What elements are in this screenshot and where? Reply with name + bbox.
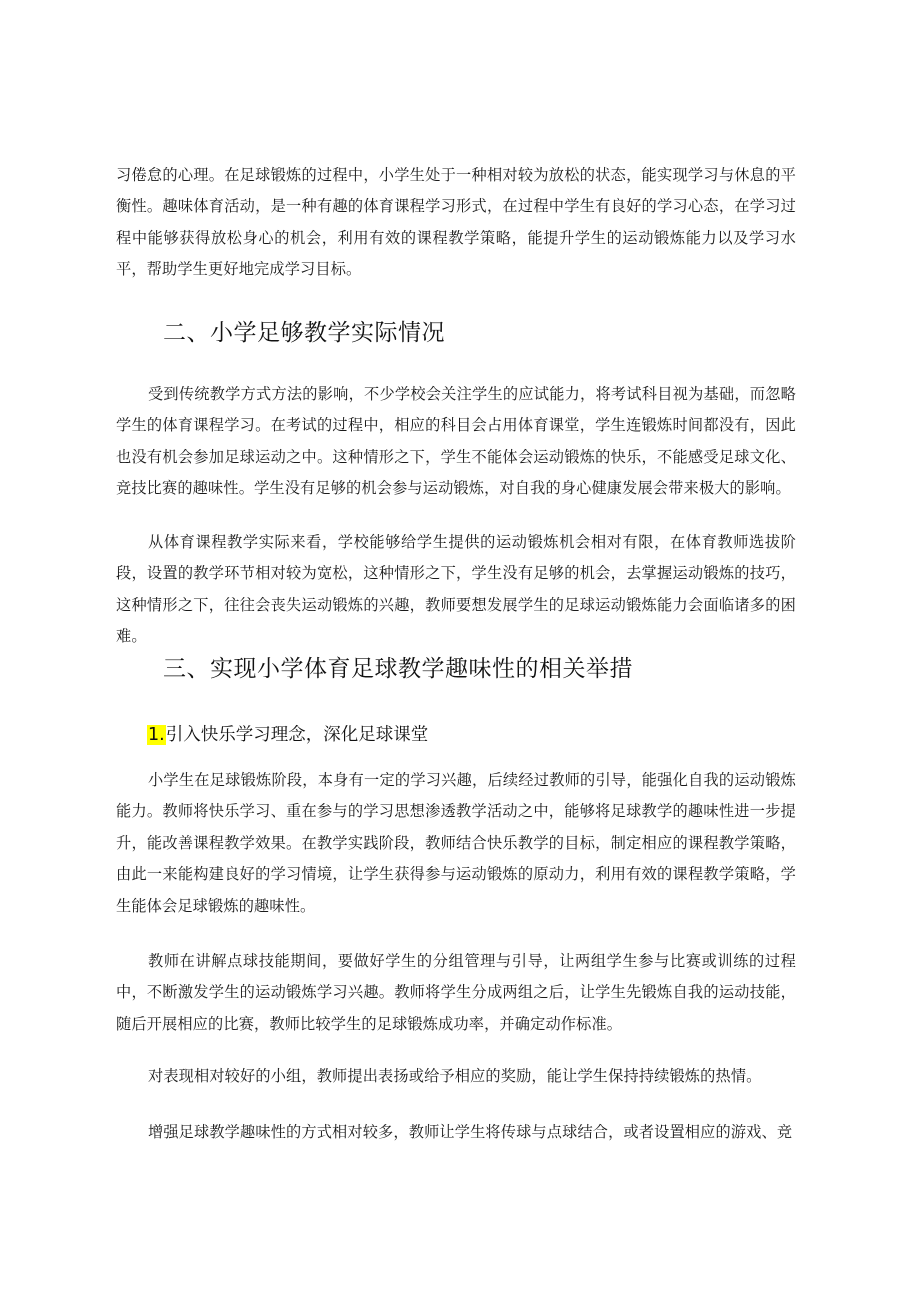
subsection-1-paragraph-2: 教师在讲解点球技能期间，要做好学生的分组管理与引导，让两组学生参与比赛或训练的过程中，不断激发学生的运动锻炼学习兴趣。教师将学生分成两组之后，让学生先锻炼自我的运动技能，随后开展相应的比赛，教师比较学生的足球锻炼成功率，并确定动作标准。 <box>116 952 796 1033</box>
subsection-heading-1 <box>147 722 428 748</box>
section-heading-3: 三、实现小学体育足球教学趣味性的相关举措 <box>163 656 633 682</box>
subsection-1-paragraph-4: 增强足球教学趣味性的方式相对较多，教师让学生将传球与点球结合，或者设置相应的游戏、竞 <box>148 1123 793 1141</box>
section-heading-2: 二、小学足够教学实际情况 <box>163 320 445 346</box>
section-2-paragraph-2: 从体育课程教学实际来看，学校能够给学生提供的运动锻炼机会相对有限，在体育教师选拔阶段，设置的教学环节相对较为宽松，这种情形之下，学生没有足够的机会，去掌握运动锻炼的技巧，这种情形之下，往往会丧失运动锻炼的兴趣，教师要想发展学生的足球运动锻炼能力会面临诸多的困难。 <box>116 533 796 646</box>
paragraph-intro: 习倦怠的心理。在足球锻炼的过程中，小学生处于一种相对较为放松的状态，能实现学习与休息的平衡性。趣味体育活动，是一种有趣的体育课程学习形式，在过程中学生有良好的学习心态，在学习过程中能够获得放松身心的机会，利用有效的课程教学策略，能提升学生的运动锻炼能力以及学习水平，帮助学生更好地完成学习目标。 <box>116 166 796 279</box>
subsection-1-paragraph-3: 对表现相对较好的小组，教师提出表扬或给予相应的奖励，能让学生保持持续锻炼的热情。 <box>148 1067 762 1085</box>
section-2-paragraph-1: 受到传统教学方式方法的影响，不少学校会关注学生的应试能力，将考试科目视为基础，而忽略学生的体育课程学习。在考试的过程中，相应的科目会占用体育课堂，学生连锻炼时间都没有，因此也没有机会参加足球运动之中。这种情形之下，学生不能体会运动锻炼的快乐，不能感受足球文化、竞技比赛的趣味性。学生没有足够的机会参与运动锻炼，对自我的身心健康发展会带来极大的影响。 <box>116 385 796 498</box>
subsection-1-paragraph-1: 小学生在足球锻炼阶段，本身有一定的学习兴趣，后续经过教师的引导，能强化自我的运动锻炼能力。教师将快乐学习、重在参与的学习思想渗透教学活动之中，能够将足球教学的趣味性进一步提升，能改善课程教学效果。在教学实践阶段，教师结合快乐教学的目标，制定相应的课程教学策略，由此一来能构建良好的学习情境，让学生获得参与运动锻炼的原动力，利用有效的课程教学策略，学生能体会足球锻炼的趣味性。 <box>116 771 796 915</box>
highlighted-number: 1. <box>148 725 165 745</box>
subsection-title: 引入快乐学习理念，深化足球课堂 <box>165 725 429 745</box>
